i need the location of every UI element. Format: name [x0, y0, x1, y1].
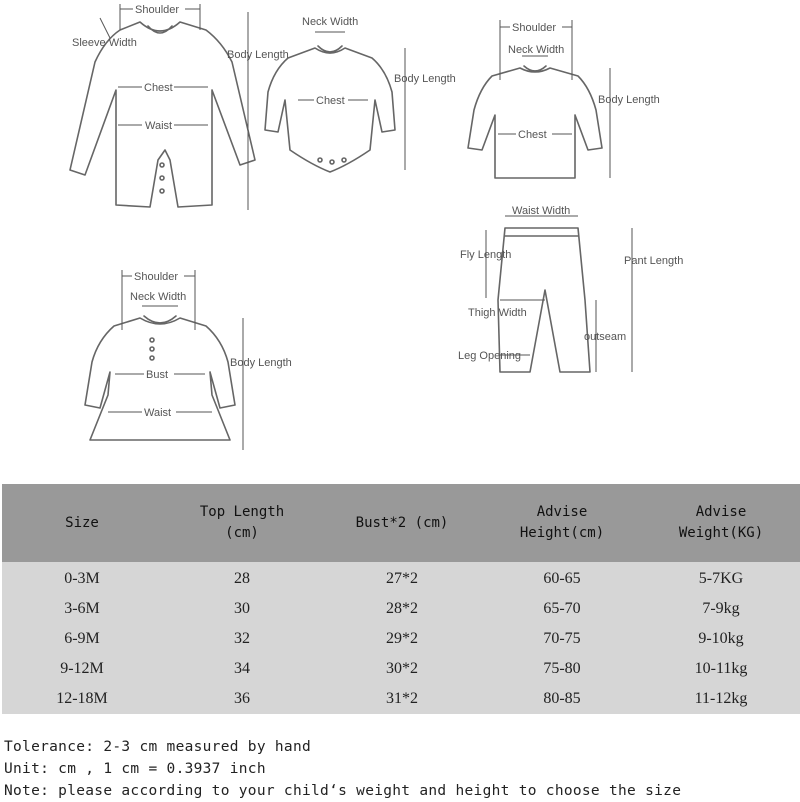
size-table — [2, 484, 800, 714]
tolerance-note: Tolerance: 2-3 cm measured by hand — [4, 739, 312, 755]
header-top-length — [162, 484, 322, 562]
pants-fly-length-label: Fly Length — [460, 249, 512, 261]
pants-outseam-label: outseam — [584, 331, 627, 343]
romper-chest-label: Chest — [144, 82, 173, 94]
dress-shoulder-label: Shoulder — [134, 271, 179, 283]
cell-weight: 5-7KG — [698, 570, 744, 587]
cell-bust: 30*2 — [386, 660, 418, 677]
cell-top-length: 36 — [234, 690, 250, 707]
dress-diagram — [85, 269, 292, 450]
cell-size: 6-9M — [64, 630, 100, 647]
romper-body-length-label: Body Length — [227, 49, 289, 61]
bodysuit-body-length-label: Body Length — [394, 73, 456, 85]
cell-size: 0-3M — [64, 570, 100, 587]
pants-leg-opening-label: Leg Opening — [458, 350, 521, 362]
cell-bust: 28*2 — [386, 600, 418, 617]
table-row — [2, 624, 800, 654]
dress-neck-width-label: Neck Width — [130, 291, 187, 303]
top-chest-label: Chest — [518, 129, 547, 141]
cell-bust: 29*2 — [386, 630, 418, 647]
cell-height: 60-65 — [543, 570, 581, 587]
cell-size: 3-6M — [64, 600, 100, 617]
top-diagram — [468, 20, 660, 178]
header-top-length-line2: (cm) — [225, 525, 259, 541]
header-height-line2: Height(cm) — [519, 525, 605, 541]
top-neck-width-label: Neck Width — [508, 44, 565, 56]
header-weight — [642, 484, 800, 562]
table-body — [2, 562, 800, 714]
cell-weight: 10-11kg — [694, 660, 748, 677]
size-advice-note: Note: please according to your child‘s weight and height to choose the size — [4, 783, 682, 799]
header-weight-line1: Advise — [695, 504, 747, 520]
header-bust-label: Bust*2 (cm) — [355, 514, 449, 531]
romper-shoulder-label: Shoulder — [135, 4, 180, 16]
cell-size: 9-12M — [60, 660, 104, 677]
dress-waist-label: Waist — [144, 407, 172, 419]
table-header-row — [2, 484, 800, 562]
cell-top-length: 28 — [234, 570, 250, 587]
bodysuit-diagram — [265, 16, 456, 172]
header-bust — [322, 484, 482, 562]
notes-section — [4, 736, 800, 802]
romper-sleeve-label: Sleeve Width — [72, 37, 137, 49]
pants-waist-width-label: Waist Width — [512, 205, 571, 217]
header-height — [482, 484, 642, 562]
header-height-line1: Advise — [536, 504, 588, 520]
cell-weight: 7-9kg — [702, 600, 740, 617]
cell-weight: 9-10kg — [698, 630, 744, 647]
unit-note: Unit: cm , 1 cm = 0.3937 inch — [4, 761, 266, 777]
cell-height: 65-70 — [543, 600, 581, 617]
bodysuit-chest-label: Chest — [316, 95, 345, 107]
dress-body-length-label: Body Length — [230, 357, 292, 369]
pants-pant-length-label: Pant Length — [624, 255, 684, 267]
cell-height: 70-75 — [543, 630, 581, 647]
cell-height: 80-85 — [543, 690, 581, 707]
top-shoulder-label: Shoulder — [512, 22, 557, 34]
cell-size: 12-18M — [56, 690, 108, 707]
cell-bust: 27*2 — [386, 570, 418, 587]
pants-thigh-width-label: Thigh Width — [468, 307, 527, 319]
cell-top-length: 30 — [234, 600, 250, 617]
cell-weight: 11-12kg — [694, 690, 748, 707]
table-row — [2, 594, 800, 624]
header-weight-line2: Weight(KG) — [678, 525, 764, 541]
cell-top-length: 34 — [234, 660, 250, 677]
dress-bust-label: Bust — [146, 369, 169, 381]
top-body-length-label: Body Length — [598, 94, 660, 106]
table-row — [2, 654, 800, 684]
table-row — [2, 564, 800, 594]
romper-waist-label: Waist — [145, 120, 173, 132]
table-row — [2, 684, 800, 714]
header-size-label: Size — [65, 514, 99, 531]
romper-diagram — [70, 2, 289, 210]
header-top-length-line1: Top Length — [199, 504, 285, 520]
pants-diagram — [458, 205, 683, 372]
cell-top-length: 32 — [234, 630, 250, 647]
bodysuit-neck-width-label: Neck Width — [302, 16, 359, 28]
header-size — [2, 484, 162, 562]
cell-height: 75-80 — [543, 660, 581, 677]
cell-bust: 31*2 — [386, 690, 418, 707]
